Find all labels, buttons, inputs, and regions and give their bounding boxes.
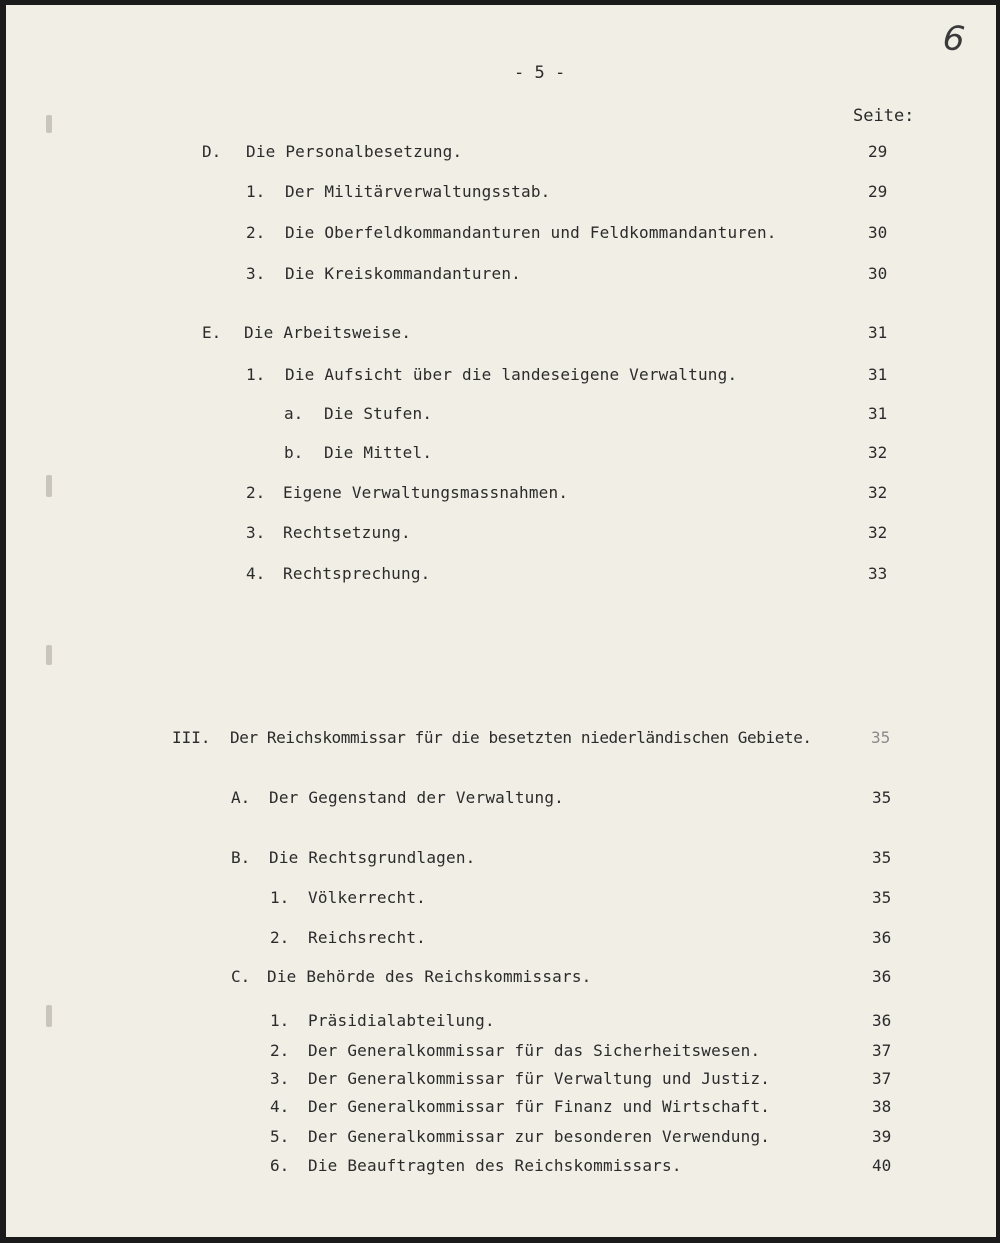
toc-page-number: 30 bbox=[868, 223, 996, 1237]
toc-title: Rechtsprechung. bbox=[283, 564, 431, 583]
toc-title: Die Arbeitsweise. bbox=[244, 323, 412, 342]
toc-marker: 1. bbox=[270, 888, 290, 907]
toc-title: Rechtsetzung. bbox=[283, 523, 411, 542]
toc-title: Die Beauftragten des Reichskommissars. bbox=[308, 1156, 682, 1175]
toc-marker: 2. bbox=[270, 928, 290, 947]
toc-entry bbox=[6, 888, 996, 912]
toc-entry bbox=[6, 1041, 996, 1065]
toc-marker: 2. bbox=[246, 223, 266, 242]
toc-page-number: 32 bbox=[868, 483, 996, 1237]
toc-marker: A. bbox=[231, 788, 251, 807]
toc-marker: 6. bbox=[270, 1156, 290, 1175]
toc-page-number: 29 bbox=[868, 142, 996, 1237]
toc-title: Die Behörde des Reichskommissars. bbox=[267, 967, 592, 986]
toc-entry bbox=[6, 142, 996, 166]
toc-page-number: 35 bbox=[871, 728, 996, 1237]
toc-entry bbox=[6, 404, 996, 428]
toc-entry bbox=[6, 1011, 996, 1035]
toc-entry bbox=[6, 182, 996, 206]
toc-entry bbox=[6, 365, 996, 389]
toc-marker: 3. bbox=[246, 264, 266, 283]
toc-page-number: 31 bbox=[868, 365, 996, 1237]
toc-title: Die Kreiskommandanturen. bbox=[285, 264, 521, 283]
toc-entry bbox=[6, 788, 996, 812]
corner-handwritten-mark: 6 bbox=[940, 17, 967, 61]
toc-title: Der Generalkommissar für Verwaltung und Justiz. bbox=[308, 1069, 771, 1088]
toc-page-number: 35 bbox=[872, 848, 996, 1237]
toc-page-number: 29 bbox=[868, 182, 996, 1237]
toc-entry bbox=[6, 223, 996, 247]
toc-title: Die Aufsicht über die landeseigene Verwaltung. bbox=[285, 365, 738, 384]
toc-entry bbox=[6, 1097, 996, 1121]
toc-marker: b. bbox=[284, 443, 304, 462]
toc-title: Eigene Verwaltungsmassnahmen. bbox=[283, 483, 569, 502]
binding-hole bbox=[46, 115, 52, 133]
toc-page-number: 35 bbox=[872, 788, 996, 1237]
toc-marker: E. bbox=[202, 323, 222, 342]
toc-title: Der Reichskommissar für die besetzten niederländischen Gebiete. bbox=[230, 728, 812, 747]
page-column-header: Seite: bbox=[853, 106, 915, 126]
toc-title: Die Rechtsgrundlagen. bbox=[269, 848, 476, 867]
toc-title: Der Generalkommissar zur besonderen Verwendung. bbox=[308, 1127, 771, 1146]
toc-page-number: 31 bbox=[868, 323, 996, 1237]
binding-hole bbox=[46, 645, 52, 665]
toc-marker: 3. bbox=[270, 1069, 290, 1088]
toc-title: Präsidialabteilung. bbox=[308, 1011, 495, 1030]
toc-page-number: 40 bbox=[872, 1156, 996, 1237]
toc-title: Völkerrecht. bbox=[308, 888, 426, 907]
toc-page-number: 30 bbox=[868, 264, 996, 1237]
toc-page-number: 35 bbox=[872, 888, 996, 1237]
toc-marker: 5. bbox=[270, 1127, 290, 1146]
toc-entry bbox=[6, 928, 996, 952]
toc-title: Die Stufen. bbox=[324, 404, 433, 423]
toc-title: Der Generalkommissar für Finanz und Wirtschaft. bbox=[308, 1097, 771, 1116]
toc-marker: III. bbox=[172, 728, 211, 747]
toc-page-number: 36 bbox=[872, 1011, 996, 1237]
toc-title: Der Gegenstand der Verwaltung. bbox=[269, 788, 564, 807]
toc-entry bbox=[6, 967, 996, 991]
toc-entry bbox=[6, 1156, 996, 1180]
toc-entry bbox=[6, 1069, 996, 1093]
toc-page-number: 38 bbox=[872, 1097, 996, 1237]
toc-entry bbox=[6, 564, 996, 588]
toc-entry bbox=[6, 848, 996, 872]
toc-title: Reichsrecht. bbox=[308, 928, 426, 947]
toc-marker: B. bbox=[231, 848, 251, 867]
toc-title: Der Generalkommissar für das Sicherheitswesen. bbox=[308, 1041, 761, 1060]
toc-marker: D. bbox=[202, 142, 222, 161]
toc-entry bbox=[6, 264, 996, 288]
toc-entry bbox=[6, 728, 996, 752]
toc-title: Der Militärverwaltungsstab. bbox=[285, 182, 551, 201]
toc-title: Die Oberfeldkommandanturen und Feldkommandanturen. bbox=[285, 223, 777, 242]
toc-entry bbox=[6, 1127, 996, 1151]
toc-marker: 4. bbox=[246, 564, 266, 583]
toc-page-number: 32 bbox=[868, 523, 996, 1237]
toc-marker: C. bbox=[231, 967, 251, 986]
toc-page-number: 31 bbox=[868, 404, 996, 1237]
toc-entry bbox=[6, 443, 996, 467]
toc-marker: 2. bbox=[246, 483, 266, 502]
toc-marker: 4. bbox=[270, 1097, 290, 1116]
toc-page-number: 37 bbox=[872, 1041, 996, 1237]
toc-marker: 2. bbox=[270, 1041, 290, 1060]
toc-page-number: 39 bbox=[872, 1127, 996, 1237]
page-number: - 5 - bbox=[514, 63, 566, 83]
toc-page-number: 36 bbox=[872, 928, 996, 1237]
toc-page-number: 32 bbox=[868, 443, 996, 1237]
toc-marker: a. bbox=[284, 404, 304, 423]
toc-page-number: 36 bbox=[872, 967, 996, 1237]
toc-title: Die Personalbesetzung. bbox=[246, 142, 463, 161]
document-page bbox=[6, 5, 996, 1237]
toc-marker: 1. bbox=[270, 1011, 290, 1030]
toc-entry bbox=[6, 323, 996, 347]
toc-entry bbox=[6, 483, 996, 507]
toc-entry bbox=[6, 523, 996, 547]
toc-title: Die Mittel. bbox=[324, 443, 433, 462]
toc-marker: 1. bbox=[246, 365, 266, 384]
toc-marker: 1. bbox=[246, 182, 266, 201]
toc-page-number: 33 bbox=[868, 564, 996, 1237]
toc-page-number: 37 bbox=[872, 1069, 996, 1237]
toc-marker: 3. bbox=[246, 523, 266, 542]
